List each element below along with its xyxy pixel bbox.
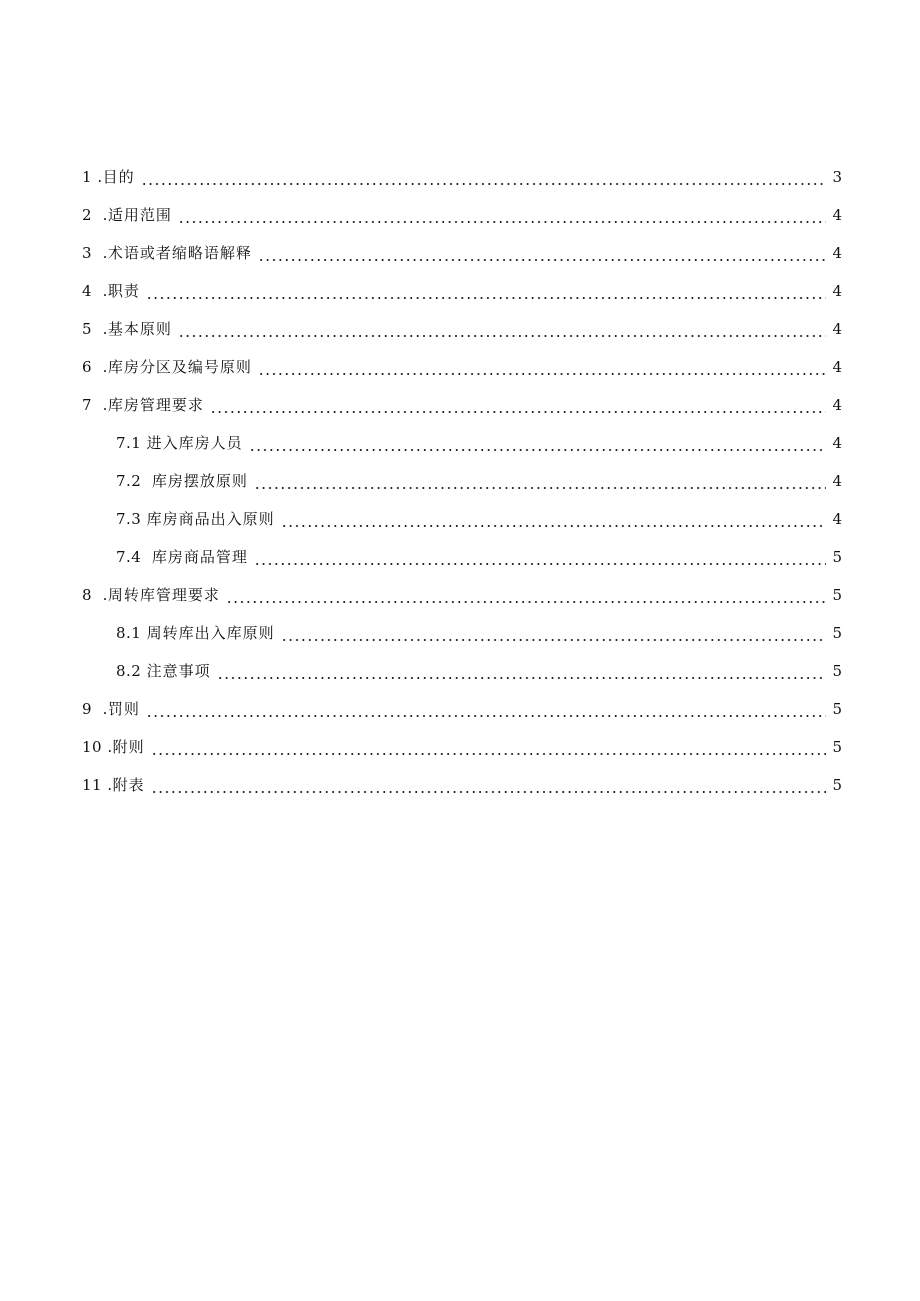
toc-entry[interactable]	[0, 386, 920, 424]
toc-dot-leader	[178, 196, 826, 234]
toc-entry-title: 术语或者缩略语解释	[107, 244, 252, 262]
toc-entry-number: 3	[82, 244, 93, 262]
toc-entry-separator	[141, 538, 152, 576]
toc-dot-leader	[254, 462, 826, 500]
toc-dot-leader	[258, 234, 826, 272]
toc-entry-separator: .	[92, 700, 108, 718]
toc-entry[interactable]	[0, 348, 920, 386]
toc-entry-number: 5	[82, 320, 93, 338]
toc-dot-leader	[178, 310, 826, 348]
toc-entry-title: 附则	[112, 738, 145, 756]
toc-entry-page: 4	[832, 472, 842, 490]
toc-subentry[interactable]	[0, 614, 920, 652]
toc-dot-leader	[146, 690, 826, 728]
toc-entry-page: 5	[832, 662, 842, 680]
toc-entry-number: 11	[82, 776, 103, 794]
toc-entry-title: 附表	[112, 776, 145, 794]
toc-dot-leader	[151, 728, 826, 766]
toc-entry[interactable]	[0, 158, 920, 196]
toc-entry-page: 5	[832, 548, 842, 566]
toc-entry-title: 职责	[107, 282, 140, 300]
toc-entry-title: 基本原则	[107, 320, 172, 338]
toc-entry-number: 8.1	[116, 624, 142, 642]
toc-dot-leader	[281, 500, 826, 538]
table-of-contents	[0, 158, 920, 804]
toc-entry-page: 4	[832, 282, 842, 300]
toc-subentry[interactable]	[0, 538, 920, 576]
toc-entry-number: 4	[82, 282, 93, 300]
toc-entry[interactable]	[0, 234, 920, 272]
toc-entry-title: 目的	[102, 168, 135, 186]
toc-entry-separator: .	[92, 244, 108, 262]
toc-entry-separator: .	[102, 776, 113, 794]
toc-entry-number: 7.4	[116, 548, 142, 566]
toc-entry-title: 库房管理要求	[107, 396, 204, 414]
toc-entry-title: 进入库房人员	[146, 434, 243, 452]
toc-entry-title: 注意事项	[146, 662, 211, 680]
toc-entry[interactable]	[0, 766, 920, 804]
toc-entry-page: 4	[832, 396, 842, 414]
toc-entry-separator: .	[102, 738, 113, 756]
toc-dot-leader	[258, 348, 826, 386]
toc-subentry[interactable]	[0, 462, 920, 500]
toc-entry-separator	[141, 462, 152, 500]
toc-entry-page: 4	[832, 434, 842, 452]
toc-entry-number: 2	[82, 206, 93, 224]
toc-entry-separator: .	[92, 396, 108, 414]
toc-entry[interactable]	[0, 272, 920, 310]
toc-entry-page: 5	[832, 624, 842, 642]
toc-entry-title: 库房分区及编号原则	[107, 358, 252, 376]
toc-entry-title: 适用范围	[107, 206, 172, 224]
toc-entry-page: 5	[832, 738, 842, 756]
toc-entry-separator: .	[92, 282, 108, 300]
toc-dot-leader	[141, 158, 826, 196]
toc-entry[interactable]	[0, 576, 920, 614]
toc-entry[interactable]	[0, 310, 920, 348]
toc-entry-number: 7.2	[116, 472, 142, 490]
toc-subentry[interactable]	[0, 424, 920, 462]
toc-entry-title: 周转库出入库原则	[146, 624, 275, 642]
toc-entry-page: 4	[832, 320, 842, 338]
toc-entry-page: 5	[832, 776, 842, 794]
toc-entry-separator: .	[92, 168, 103, 186]
toc-entry-number: 8.2	[116, 662, 142, 680]
toc-dot-leader	[151, 766, 826, 804]
toc-entry[interactable]	[0, 196, 920, 234]
toc-entry-separator: .	[92, 320, 108, 338]
toc-entry-page: 5	[832, 586, 842, 604]
toc-entry-number: 6	[82, 358, 93, 376]
toc-entry[interactable]	[0, 690, 920, 728]
toc-entry-page: 4	[832, 244, 842, 262]
toc-dot-leader	[226, 576, 826, 614]
toc-entry-number: 10	[82, 738, 103, 756]
toc-entry-title: 库房摆放原则	[151, 472, 248, 490]
toc-entry-separator: .	[92, 206, 108, 224]
toc-dot-leader	[217, 652, 826, 690]
toc-entry-separator: .	[92, 358, 108, 376]
toc-entry-page: 4	[832, 206, 842, 224]
toc-entry-number: 7.3	[116, 510, 142, 528]
toc-entry-separator: .	[92, 586, 108, 604]
toc-entry-page: 4	[832, 358, 842, 376]
toc-subentry[interactable]	[0, 500, 920, 538]
toc-entry[interactable]	[0, 728, 920, 766]
toc-dot-leader	[146, 272, 826, 310]
toc-dot-leader	[254, 538, 826, 576]
toc-entry-page: 4	[832, 510, 842, 528]
toc-dot-leader	[249, 424, 826, 462]
toc-dot-leader	[210, 386, 826, 424]
toc-entry-page: 5	[832, 700, 842, 718]
toc-entry-title: 库房商品出入原则	[146, 510, 275, 528]
toc-entry-title: 库房商品管理	[151, 548, 248, 566]
toc-subentry[interactable]	[0, 652, 920, 690]
toc-entry-title: 周转库管理要求	[107, 586, 220, 604]
toc-entry-number: 7.1	[116, 434, 142, 452]
toc-dot-leader	[281, 614, 826, 652]
toc-entry-title: 罚则	[107, 700, 140, 718]
toc-entry-number: 9	[82, 700, 93, 718]
toc-entry-number: 8	[82, 586, 93, 604]
toc-entry-page: 3	[832, 168, 842, 186]
toc-entry-number: 1	[82, 168, 93, 186]
toc-entry-number: 7	[82, 396, 93, 414]
